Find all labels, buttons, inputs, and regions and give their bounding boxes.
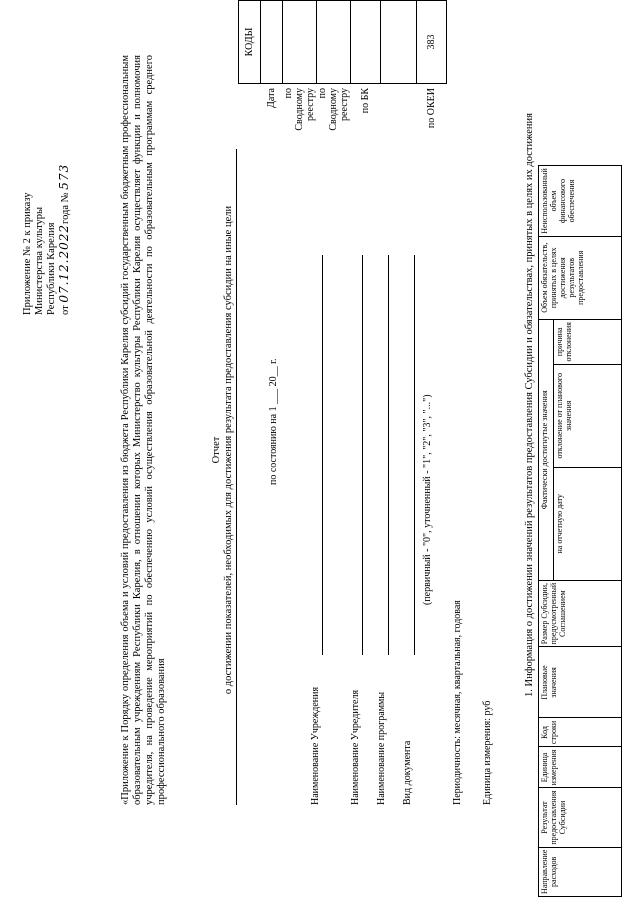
col-line-code: Код строки [539,718,622,747]
as-of-date: по состоянию на 1 ___ 20__ г. [268,358,279,485]
appendix-header [22,55,72,315]
codes-bk-label: по БК [360,88,371,114]
codes-date-label: Дата [266,88,277,108]
line-founder [362,255,363,655]
col-actual-group: Фактически достигнутые значения [539,319,554,580]
col-result: Результат предоставления Субсидии [539,788,622,847]
col-unit: Единица измерения [539,747,622,788]
report-subtitle: о достижении показателей, необходимых для достижения результата предоставления субсидии на иные цели [223,205,234,695]
unit-of-measure: Единица измерения: руб [482,700,493,805]
appendix-line-3: Республики Карелия [46,222,57,315]
col-actual-date: на отчетную дату [554,467,622,580]
handwritten-number: 573 [57,163,71,190]
periodicity: Периодичность: месячная, квартальная, годовая [452,600,463,805]
section-heading: 1. Информация о достижении значений результатов предоставления Субсидии и обязательствах, принятых в целях их достижения [524,113,535,697]
col-deviation: отклонение от планового значения [554,364,622,467]
from-label: от [60,305,71,315]
line-institution [322,255,323,655]
line-program [388,255,389,655]
codes-registry-label-2: по Сводному реестру [317,88,350,131]
year-label: года № [60,192,71,224]
line-doc-type [414,255,415,655]
col-deviation-reason: причина отклонения [554,319,622,364]
doc-type-hint: (первичный - "0", уточненный - "1", "2", "3", "...") [422,394,433,605]
separator-line [236,149,237,805]
label-founder: Наименование Учредителя [350,689,361,805]
col-unused: Неиспользованный объем финансового обеспечения [539,166,622,237]
codes-table [238,0,447,143]
col-obligation: Объем обязательств, принятых в целях достижения результатов предоставления [539,236,622,319]
preamble-text: «Приложение к Порядку определения объема и условий предоставления из бюджета Республики Карелия субсидий государственным бюджетным профессиональным образовательным учреждениям Республики Карелия, в отношении которых Министерство культуры Республики Карелия осуществляет функции и полномочия учредителя, на проведение мероприятий по обеспечению условий осуществления образовательной деятельности по образовательным программам среднего профессионального образования [120,55,167,805]
codes-okei-label: по ОКЕИ [426,88,437,129]
label-program: Наименование программы [376,691,387,805]
codes-okei-value: 383 [417,1,447,84]
codes-registry-label-1: по Сводному реестру [283,88,316,131]
col-subsidy-size: Размер Субсидии, предусмотренный Соглашением [539,580,622,647]
codes-header: КОДЫ [239,1,261,84]
appendix-line-2: Министерства культуры [34,206,45,315]
appendix-date-line [58,55,72,315]
report-title: Отчет [211,436,222,464]
appendix-line-1: Приложение № 2 к приказу [22,192,33,315]
handwritten-date: 07.12.2022 [57,223,71,303]
col-planned: Плановые значения [539,647,622,718]
col-direction: Направление расходов [539,847,622,896]
info-table [538,165,622,897]
label-institution: Наименование Учреждения [310,686,321,805]
label-doc-type: Вид документа [402,740,413,805]
